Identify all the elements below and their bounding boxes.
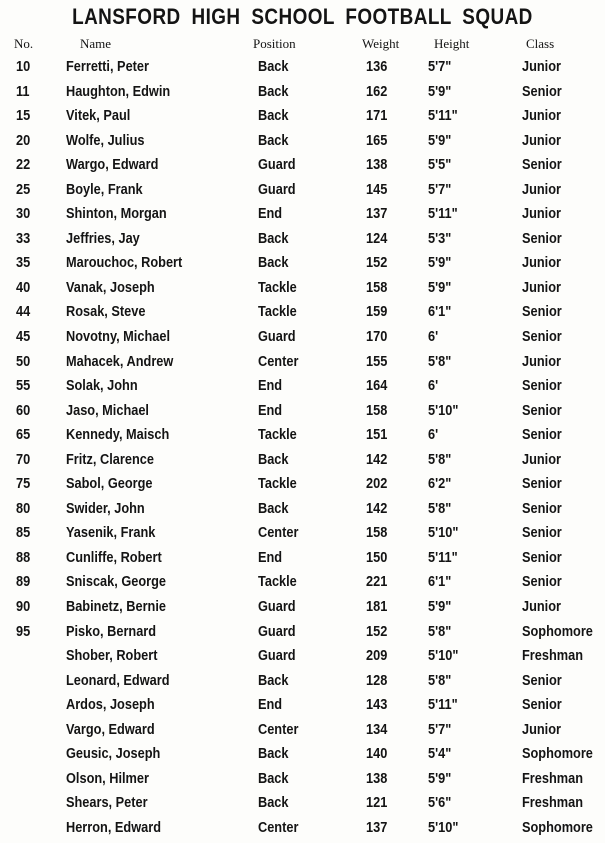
- player-height: 5'8": [428, 672, 452, 689]
- player-position: End: [258, 549, 283, 566]
- player-class: Senior: [522, 500, 562, 517]
- player-position: Back: [258, 83, 289, 100]
- player-weight: 171: [366, 108, 388, 125]
- player-number: 11: [16, 83, 30, 100]
- table-row: [0, 105, 605, 130]
- player-number: 95: [16, 623, 31, 640]
- player-height: 5'9": [428, 83, 452, 100]
- table-row: [0, 449, 605, 474]
- table-row: [0, 498, 605, 523]
- player-height: 5'10": [428, 402, 459, 419]
- player-weight: 136: [366, 59, 388, 75]
- player-number: 70: [16, 451, 31, 468]
- player-number: 22: [16, 157, 31, 174]
- player-class: Junior: [522, 279, 561, 296]
- player-class: Senior: [522, 574, 562, 591]
- player-name: Wolfe, Julius: [66, 132, 145, 149]
- table-row: [0, 179, 605, 204]
- player-number: 75: [16, 476, 31, 493]
- player-weight: 209: [366, 648, 388, 665]
- player-name: Jaso, Michael: [66, 402, 149, 419]
- roster-table: [0, 56, 605, 842]
- player-class: Sophomore: [522, 819, 593, 836]
- player-weight: 138: [366, 157, 388, 174]
- player-height: 6': [428, 329, 439, 346]
- player-name: Haughton, Edwin: [66, 83, 171, 100]
- player-class: Junior: [522, 451, 561, 468]
- player-name: Solak, John: [66, 378, 138, 395]
- player-name: Jeffries, Jay: [66, 230, 140, 247]
- player-class: Senior: [522, 83, 562, 100]
- player-position: End: [258, 402, 283, 419]
- table-row: [0, 203, 605, 228]
- player-weight: 134: [366, 721, 388, 738]
- player-class: Senior: [522, 672, 562, 689]
- player-class: Senior: [522, 525, 562, 542]
- player-position: Back: [258, 500, 289, 517]
- player-class: Junior: [522, 353, 561, 370]
- player-weight: 142: [366, 500, 388, 517]
- player-height: 5'10": [428, 648, 459, 665]
- player-number: 80: [16, 500, 31, 517]
- player-weight: 142: [366, 451, 388, 468]
- player-class: Senior: [522, 476, 562, 493]
- player-position: Back: [258, 451, 289, 468]
- table-row: [0, 375, 605, 400]
- table-row: [0, 792, 605, 817]
- player-height: 5'9": [428, 770, 452, 787]
- player-position: Back: [258, 746, 289, 763]
- player-weight: 181: [366, 599, 388, 616]
- player-name: Ferretti, Peter: [66, 59, 149, 75]
- player-class: Junior: [522, 206, 561, 223]
- player-height: 5'8": [428, 353, 452, 370]
- player-name: Shinton, Morgan: [66, 206, 167, 223]
- table-row: [0, 621, 605, 646]
- player-position: Back: [258, 255, 289, 272]
- player-name: Vanak, Joseph: [66, 279, 155, 296]
- player-class: Senior: [522, 230, 562, 247]
- player-position: Center: [258, 525, 299, 542]
- player-number: 90: [16, 599, 31, 616]
- player-class: Senior: [522, 402, 562, 419]
- player-height: 5'9": [428, 599, 452, 616]
- player-position: Tackle: [258, 427, 297, 444]
- table-row: [0, 154, 605, 179]
- player-position: Center: [258, 353, 299, 370]
- player-position: Guard: [258, 623, 296, 640]
- player-class: Junior: [522, 721, 561, 738]
- player-height: 6': [428, 427, 439, 444]
- player-class: Junior: [522, 59, 561, 75]
- player-class: Freshman: [522, 648, 583, 665]
- player-name: Herron, Edward: [66, 819, 162, 836]
- player-position: Center: [258, 819, 299, 836]
- player-number: 89: [16, 574, 31, 591]
- player-weight: 158: [366, 525, 388, 542]
- player-position: End: [258, 206, 283, 223]
- table-row: [0, 743, 605, 768]
- player-height: 5'9": [428, 132, 452, 149]
- player-weight: 164: [366, 378, 388, 395]
- player-number: 65: [16, 427, 31, 444]
- player-height: 5'3": [428, 230, 452, 247]
- player-class: Junior: [522, 132, 561, 149]
- header-weight: Weight: [362, 36, 400, 51]
- player-name: Mahacek, Andrew: [66, 353, 174, 370]
- table-row: [0, 719, 605, 744]
- header-no: No.: [14, 36, 34, 51]
- player-class: Freshman: [522, 795, 583, 812]
- player-class: Senior: [522, 697, 562, 714]
- player-number: 40: [16, 279, 31, 296]
- player-name: Pisko, Bernard: [66, 623, 157, 640]
- player-name: Shober, Robert: [66, 648, 158, 665]
- player-weight: 155: [366, 353, 388, 370]
- player-name: Swider, John: [66, 500, 145, 517]
- player-name: Kennedy, Maisch: [66, 427, 170, 444]
- table-row: [0, 400, 605, 425]
- table-row: [0, 228, 605, 253]
- player-name: Marouchoc, Robert: [66, 255, 183, 272]
- player-height: 5'7": [428, 59, 452, 75]
- player-name: Rosak, Steve: [66, 304, 146, 321]
- player-class: Junior: [522, 108, 561, 125]
- player-position: Back: [258, 108, 289, 125]
- player-class: Senior: [522, 427, 562, 444]
- player-weight: 170: [366, 329, 388, 346]
- player-name: Babinetz, Bernie: [66, 599, 166, 616]
- player-class: Senior: [522, 304, 562, 321]
- player-position: End: [258, 378, 283, 395]
- player-position: Back: [258, 795, 289, 812]
- table-row: [0, 473, 605, 498]
- player-number: 25: [16, 181, 31, 198]
- player-weight: 140: [366, 746, 388, 763]
- player-position: Tackle: [258, 279, 297, 296]
- table-row: [0, 130, 605, 155]
- column-headers: [0, 36, 605, 54]
- player-name: Sabol, George: [66, 476, 153, 493]
- player-position: Back: [258, 672, 289, 689]
- player-height: 5'4": [428, 746, 452, 763]
- table-row: [0, 670, 605, 695]
- player-class: Senior: [522, 549, 562, 566]
- player-weight: 152: [366, 623, 388, 640]
- player-class: Junior: [522, 181, 561, 198]
- table-row: [0, 351, 605, 376]
- player-number: 33: [16, 230, 31, 247]
- player-position: Back: [258, 59, 289, 75]
- player-name: Vitek, Paul: [66, 108, 131, 125]
- player-number: 20: [16, 132, 31, 149]
- player-number: 30: [16, 206, 31, 223]
- player-position: Tackle: [258, 574, 297, 591]
- player-height: 6'2": [428, 476, 452, 493]
- player-weight: 143: [366, 697, 388, 714]
- player-number: 45: [16, 329, 31, 346]
- player-class: Junior: [522, 255, 561, 272]
- table-row: [0, 56, 605, 81]
- table-row: [0, 645, 605, 670]
- player-name: Leonard, Edward: [66, 672, 170, 689]
- player-position: Back: [258, 770, 289, 787]
- player-number: 55: [16, 378, 31, 395]
- table-row: [0, 817, 605, 842]
- player-class: Junior: [522, 599, 561, 616]
- player-number: 35: [16, 255, 31, 272]
- player-name: Sniscak, George: [66, 574, 167, 591]
- player-position: Center: [258, 721, 299, 738]
- table-row: [0, 252, 605, 277]
- player-height: 5'7": [428, 181, 452, 198]
- player-weight: 138: [366, 770, 388, 787]
- header-height: Height: [434, 36, 470, 51]
- player-height: 5'10": [428, 819, 459, 836]
- player-height: 5'11": [428, 206, 458, 223]
- player-number: 10: [16, 59, 31, 75]
- player-name: Ardos, Joseph: [66, 697, 155, 714]
- player-position: Tackle: [258, 476, 297, 493]
- player-weight: 202: [366, 476, 388, 493]
- header-class: Class: [526, 36, 555, 51]
- player-name: Vargo, Edward: [66, 721, 155, 738]
- player-height: 5'8": [428, 500, 452, 517]
- player-weight: 165: [366, 132, 388, 149]
- player-height: 5'6": [428, 795, 452, 812]
- player-height: 6'1": [428, 574, 452, 591]
- player-height: 5'8": [428, 623, 452, 640]
- player-position: Guard: [258, 648, 296, 665]
- player-class: Sophomore: [522, 623, 593, 640]
- player-position: Back: [258, 132, 289, 149]
- player-name: Wargo, Edward: [66, 157, 159, 174]
- player-height: 6'1": [428, 304, 452, 321]
- player-position: End: [258, 697, 283, 714]
- player-height: 5'5": [428, 157, 452, 174]
- player-position: Guard: [258, 599, 296, 616]
- player-name: Shears, Peter: [66, 795, 148, 812]
- player-height: 5'11": [428, 108, 458, 125]
- player-weight: 158: [366, 279, 388, 296]
- player-weight: 145: [366, 181, 388, 198]
- player-weight: 128: [366, 672, 388, 689]
- player-name: Yasenik, Frank: [66, 525, 156, 542]
- player-number: 88: [16, 549, 31, 566]
- player-class: Senior: [522, 378, 562, 395]
- header-name: Name: [80, 36, 112, 51]
- player-class: Freshman: [522, 770, 583, 787]
- player-height: 5'11": [428, 549, 458, 566]
- player-weight: 152: [366, 255, 388, 272]
- player-position: Guard: [258, 181, 296, 198]
- player-number: 44: [16, 304, 31, 321]
- table-row: [0, 571, 605, 596]
- player-weight: 124: [366, 230, 388, 247]
- player-class: Senior: [522, 329, 562, 346]
- player-weight: 121: [366, 795, 388, 812]
- table-row: [0, 694, 605, 719]
- player-name: Cunliffe, Robert: [66, 549, 162, 566]
- player-number: 50: [16, 353, 31, 370]
- table-row: [0, 81, 605, 106]
- player-height: 5'8": [428, 451, 452, 468]
- table-row: [0, 277, 605, 302]
- player-class: Senior: [522, 157, 562, 174]
- player-height: 5'11": [428, 697, 458, 714]
- player-class: Sophomore: [522, 746, 593, 763]
- player-weight: 159: [366, 304, 388, 321]
- player-weight: 151: [366, 427, 388, 444]
- player-weight: 137: [366, 819, 388, 836]
- player-position: Tackle: [258, 304, 297, 321]
- table-row: [0, 768, 605, 793]
- player-name: Boyle, Frank: [66, 181, 143, 198]
- player-height: 5'7": [428, 721, 452, 738]
- player-position: Guard: [258, 157, 296, 174]
- player-height: 6': [428, 378, 439, 395]
- player-position: Back: [258, 230, 289, 247]
- table-row: [0, 424, 605, 449]
- player-weight: 221: [366, 574, 388, 591]
- player-weight: 162: [366, 83, 388, 100]
- player-height: 5'9": [428, 279, 452, 296]
- player-name: Fritz, Clarence: [66, 451, 154, 468]
- player-number: 15: [16, 108, 31, 125]
- player-weight: 150: [366, 549, 388, 566]
- page-title: LANSFORD HIGH SCHOOL FOOTBALL SQUAD: [72, 4, 533, 29]
- table-row: [0, 301, 605, 326]
- player-name: Novotny, Michael: [66, 329, 170, 346]
- header-position: Position: [253, 36, 296, 51]
- player-name: Olson, Hilmer: [66, 770, 149, 787]
- player-number: 85: [16, 525, 31, 542]
- player-weight: 158: [366, 402, 388, 419]
- player-position: Guard: [258, 329, 296, 346]
- player-height: 5'10": [428, 525, 459, 542]
- player-height: 5'9": [428, 255, 452, 272]
- table-row: [0, 522, 605, 547]
- table-row: [0, 326, 605, 351]
- table-row: [0, 547, 605, 572]
- player-number: 60: [16, 402, 31, 419]
- player-name: Geusic, Joseph: [66, 746, 161, 763]
- table-row: [0, 596, 605, 621]
- player-weight: 137: [366, 206, 388, 223]
